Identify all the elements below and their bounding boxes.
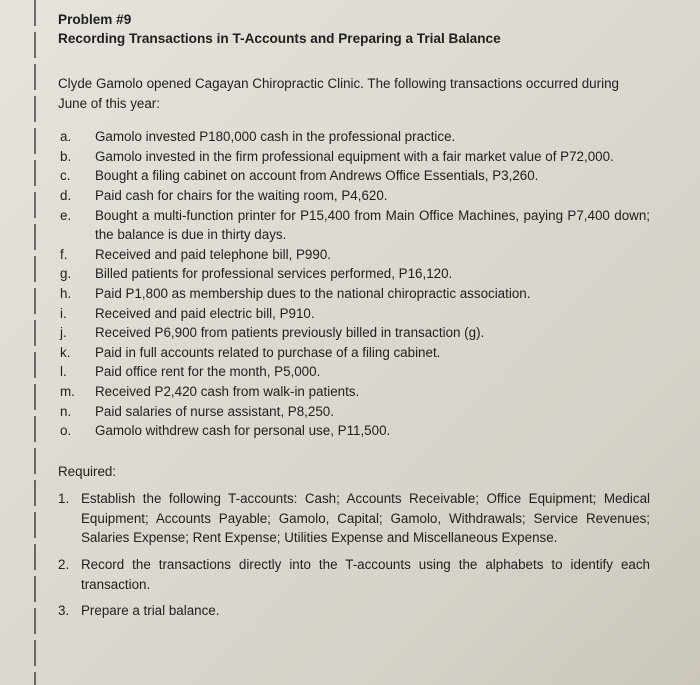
transaction-text: Received P2,420 cash from walk-in patients. [95,383,360,399]
problem-content [58,10,650,628]
transaction-text: Paid office rent for the month, P5,000. [95,364,321,380]
requirements-list [58,489,650,621]
requirement-number: 2. [58,557,70,573]
transaction-letter: j. [60,325,67,341]
transaction-item [58,206,650,245]
transaction-item [58,362,650,382]
transaction-text: Gamolo invested P180,000 cash in the professional practice. [95,129,456,145]
transaction-text: Gamolo withdrew cash for personal use, P11,500. [95,423,391,439]
problem-number: Problem #9 [58,12,132,27]
transaction-text: Received and paid electric bill, P910. [95,305,315,321]
transaction-letter: b. [60,148,72,164]
transaction-letter: m. [60,383,75,399]
transaction-letter: l. [60,364,67,380]
transaction-letter: o. [60,423,72,439]
transaction-item [58,343,650,363]
requirement-item [58,601,650,621]
transaction-item [58,323,650,343]
transaction-item [58,284,650,304]
requirement-text: Prepare a trial balance. [81,603,220,619]
transaction-letter: f. [60,246,68,262]
transaction-letter: c. [60,168,71,184]
transaction-item [58,304,650,324]
requirement-text: Establish the following T-accounts: Cash; Accounts Receivable; Office Equipment; Medical Equipment; Accounts Payable; Gamolo, Capital; Gamolo, Withdrawals; Service Revenues; Salaries Expense; Rent Expense; Utilities Expense and Miscellaneous Expense. [81,491,650,546]
transaction-letter: d. [60,187,72,203]
transaction-text: Paid cash for chairs for the waiting room, P4,620. [95,187,388,203]
transaction-letter: g. [60,266,72,282]
transaction-text: Billed patients for professional services performed, P16,120. [95,266,453,282]
transaction-letter: a. [60,129,72,145]
problem-title: Recording Transactions in T-Accounts and Preparing a Trial Balance [58,31,501,46]
transaction-text: Bought a multi-function printer for P15,400 from Main Office Machines, paying P7,400 down; the balance is due in thirty days. [95,207,650,243]
transaction-item [58,127,650,147]
transaction-text: Gamolo invested in the firm professional equipment with a fair market value of P72,000. [95,148,614,164]
transaction-text: Paid P1,800 as membership dues to the national chiropractic association. [95,285,531,301]
requirement-number: 1. [58,491,70,507]
transaction-item [58,382,650,402]
transaction-item [58,166,650,186]
transaction-text: Paid in full accounts related to purchase of a filing cabinet. [95,344,441,360]
required-heading: Required: [58,463,117,479]
intro-paragraph: Clyde Gamolo opened Cagayan Chiropractic Clinic. The following transactions occurred during June of this year: [58,76,619,111]
transaction-letter: i. [60,305,67,321]
requirement-text: Record the transactions directly into the T-accounts using the alphabets to identify each transaction. [81,557,650,592]
transaction-letter: n. [60,403,72,419]
transaction-item [58,147,650,167]
transaction-item [58,264,650,284]
transaction-text: Received P6,900 from patients previously billed in transaction (g). [95,325,485,341]
requirement-item [58,555,650,594]
transaction-text: Received and paid telephone bill, P990. [95,246,331,262]
requirement-number: 3. [58,603,70,619]
transaction-item [58,421,650,441]
transaction-item [58,402,650,422]
transaction-text: Paid salaries of nurse assistant, P8,250. [95,403,334,419]
notebook-margin-line [34,0,36,685]
transaction-item [58,186,650,206]
transaction-letter: k. [60,344,71,360]
requirement-item [58,489,650,548]
transaction-text: Bought a filing cabinet on account from Andrews Office Essentials, P3,260. [95,168,539,184]
transaction-list [58,127,650,441]
transaction-letter: h. [60,285,72,301]
transaction-letter: e. [60,207,72,223]
transaction-item [58,245,650,265]
